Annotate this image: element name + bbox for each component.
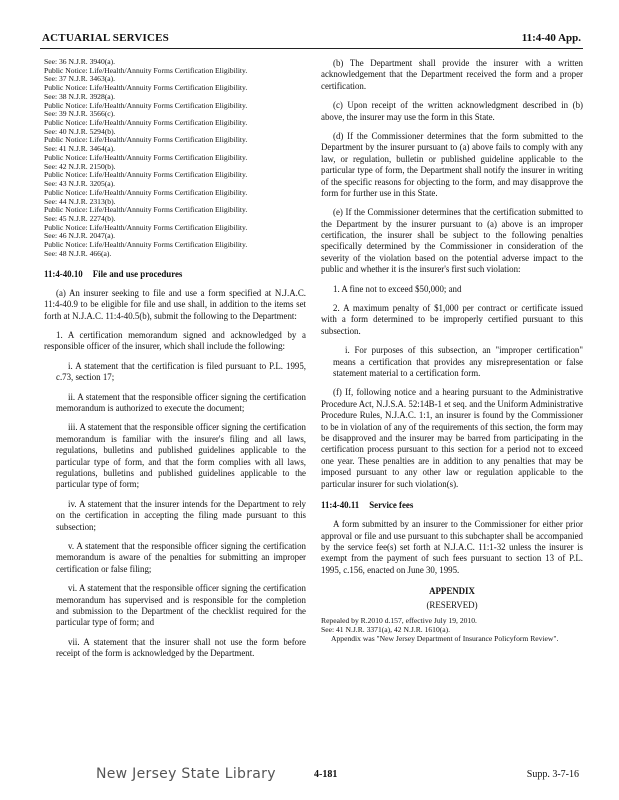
notice-line: Public Notice: Life/Health/Annuity Forms Certification Eligibility. <box>44 83 248 93</box>
section-title: Service fees <box>369 499 414 510</box>
item-e1: 1. A fine not to exceed $50,000; and <box>333 283 462 294</box>
notice-line: Public Notice: Life/Health/Annuity Forms Certification Eligibility. <box>44 170 248 180</box>
notice-line: Public Notice: Life/Health/Annuity Forms Certification Eligibility. <box>44 118 248 128</box>
notice-line: See: 37 N.J.R. 3463(a). <box>44 74 116 84</box>
paragraph-d: (d) If the Commissioner determines that the form submitted to the Department by the insurer pursuant to (a) above fails to comply with any law, or regulation, bulletin or published guideline applicable to the particular type of form, the Department shall notify the insurer in writing of the specific reasons for objecting to the form, and may disapprove the form for further use in this State. <box>321 130 583 198</box>
notice-line: Public Notice: Life/Health/Annuity Forms Certification Eligibility. <box>44 152 248 162</box>
appendix-status: (RESERVED) <box>426 599 478 610</box>
public-notices <box>44 58 306 259</box>
header-rule <box>40 48 583 49</box>
item-ii: ii. A statement that the responsible officer signing the certification memorandum is authorized to execute the document; <box>56 391 306 414</box>
section-reference: 11:4-40 App. <box>521 32 581 44</box>
paragraph-e: (e) If the Commissioner determines that the certification submitted to the Department by the insurer pursuant to (a) above is an improper certification, the insurer shall be subject to the following penalties specifically determined by the Commissioner in consideration of the severity of the violation based on the potential adverse impact to the public and whether it is the insurer's first such violation: <box>321 207 583 275</box>
page-number: 4-181 <box>314 769 338 780</box>
section-heading-service-fees <box>321 500 583 511</box>
item-i: i. A statement that the certification is filed pursuant to P.L. 1995, c.73, section 17; <box>56 360 306 383</box>
page-footer <box>40 766 583 788</box>
chapter-title: ACTUARIAL SERVICES <box>42 32 169 44</box>
right-column <box>321 58 583 644</box>
item-vii: vii. A statement that the insurer shall not use the form before receipt of the form is acknowledged by the Department. <box>56 636 306 659</box>
item-v: v. A statement that the responsible officer signing the certification memorandum is aware of the penalties for submitting an improper certification or false filing; <box>56 540 306 574</box>
notice-line: See: 41 N.J.R. 3464(a). <box>44 144 116 154</box>
notice-line: Public Notice: Life/Health/Annuity Forms Certification Eligibility. <box>44 100 248 110</box>
appendix-note: Appendix was "New Jersey Department of Insurance Policyform Review". <box>331 633 559 643</box>
appendix-repealed: Repealed by R.2010 d.157, effective July 19, 2010. <box>321 616 477 626</box>
notice-line: See: 48 N.J.R. 466(a). <box>44 248 112 258</box>
item-1: 1. A certification memorandum signed and acknowledged by a responsible officer of the insurer, which shall include the following: <box>44 330 306 352</box>
notice-line: Public Notice: Life/Health/Annuity Forms Certification Eligibility. <box>44 222 248 232</box>
paragraph-f: (f) If, following notice and a hearing pursuant to the Administrative Procedure Act, N.J.S.A. 52:14B-1 et seq. and the Uniform Administrative Procedure Rules, N.J.A.C. 1:1, an insurer is found by the Commissioner to be in violation of any of the requirements of this section, the form may be disapproved and the insurer may be barred from participating in the certification process pursuant to this section for a period not to exceed one year. These penalties are in addition to any penalties that may be imposed pursuant to any other law or regulation applicable to the particular insurer for such violation(s). <box>321 387 583 489</box>
section-number: 11:4-40.11 <box>321 499 360 510</box>
supplement-date: Supp. 3-7-16 <box>526 769 579 780</box>
notice-line: Public Notice: Life/Health/Annuity Forms Certification Eligibility. <box>44 187 248 197</box>
notice-line: Public Notice: Life/Health/Annuity Forms Certification Eligibility. <box>44 135 248 145</box>
notice-line: See: 44 N.J.R. 2313(b). <box>44 196 116 206</box>
notice-line: See: 39 N.J.R. 3566(c). <box>44 109 116 119</box>
item-e2: 2. A maximum penalty of $1,000 per contract or certificate issued with a form determined to be improperly certified pursuant to this subsection. <box>321 303 583 336</box>
paragraph-b: (b) The Department shall provide the insurer with a written acknowledgement that the Department received the form and a proper certification. <box>321 58 583 91</box>
section-heading-file-and-use <box>44 269 306 280</box>
notice-line: See: 45 N.J.R. 2274(b). <box>44 213 116 223</box>
paragraph-c: (c) Upon receipt of the written acknowledgment described in (b) above, the insurer may use the form in this State. <box>321 100 583 122</box>
notice-line: Public Notice: Life/Health/Annuity Forms Certification Eligibility. <box>44 240 248 250</box>
notice-line: See: 40 N.J.R. 5294(b). <box>44 126 116 136</box>
page-header <box>40 28 583 48</box>
notice-line: See: 38 N.J.R. 3928(a). <box>44 91 116 101</box>
appendix-title: APPENDIX <box>429 586 475 597</box>
paragraph-a: (a) An insurer seeking to file and use a form specified at N.J.A.C. 11:4-40.9 to be eligible for file and use shall, in addition to the items set forth at N.J.A.C. 11:4-40.5(b), submit the following to the Department: <box>44 287 306 321</box>
notice-line: Public Notice: Life/Health/Annuity Forms Certification Eligibility. <box>44 65 248 75</box>
notice-line: Public Notice: Life/Health/Annuity Forms Certification Eligibility. <box>44 205 248 215</box>
library-watermark: New Jersey State Library <box>96 766 276 782</box>
section-title: File and use procedures <box>92 268 183 279</box>
notice-line: See: 43 N.J.R. 3205(a). <box>44 179 116 189</box>
item-vi: vi. A statement that the responsible officer signing the certification memorandum has supervised and is responsible for the completion and submission to the Department of the checklist required for the particular type of form; and <box>56 583 306 628</box>
notice-line: See: 46 N.J.R. 2047(a). <box>44 231 116 241</box>
left-column <box>44 58 306 667</box>
notice-line: See: 42 N.J.R. 2150(b). <box>44 161 116 171</box>
item-e2i: i. For purposes of this subsection, an "improper certification" means a certification that provides any misrepresentation or false statement material to a certification form. <box>333 345 583 378</box>
section-number: 11:4-40.10 <box>44 268 83 279</box>
item-iii: iii. A statement that the responsible officer signing the certification memorandum is familiar with the insurer's filing and all laws, regulations, bulletins and published guidelines applicable to the particular type of form, and that the form complies with all laws, regulations, bulletins and published guidelines applicable to the particular type of form; <box>56 422 306 490</box>
notice-line: See: 36 N.J.R. 3940(a). <box>44 57 116 66</box>
service-fees-text: A form submitted by an insurer to the Commissioner for either prior approval or file and use pursuant to this subchapter shall be accompanied by the service fee(s) set forth at N.J.A.C. 11:1-32 unless the insurer is exempt from the payment of such fees pursuant to section 13 of P.L. 1995, c.156, enacted on June 30, 1995. <box>321 519 583 575</box>
item-iv: iv. A statement that the insurer intends for the Department to rely on the certification in accepting the filing made pursuant to this subsection; <box>56 498 306 532</box>
appendix-see: See: 41 N.J.R. 3371(a), 42 N.J.R. 1610(a). <box>321 624 451 634</box>
appendix-notes <box>321 617 583 644</box>
